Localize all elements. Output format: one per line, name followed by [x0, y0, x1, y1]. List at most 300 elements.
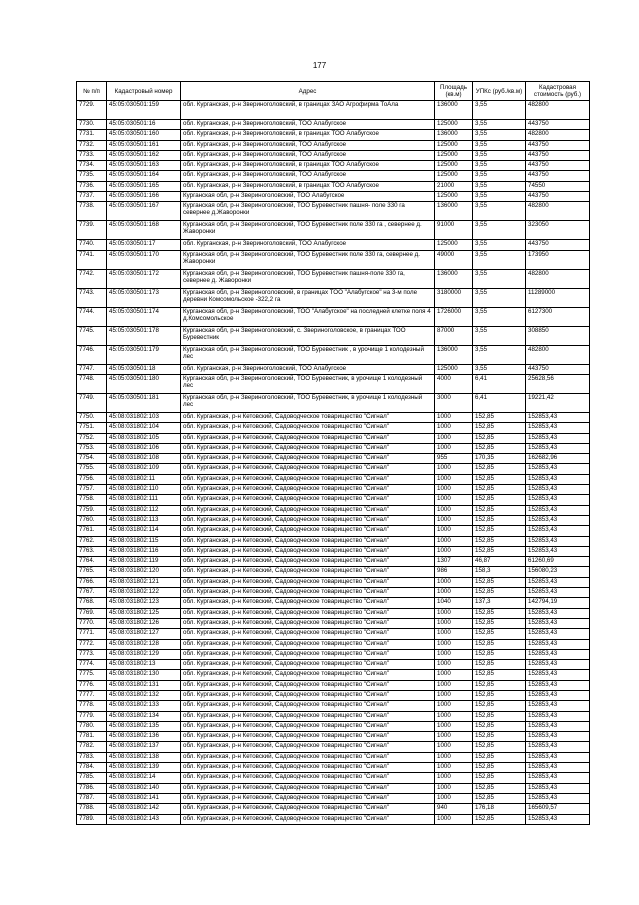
cell-address: обл. Курганская, р-н Звериноголовский, ТОО Алабугское [181, 140, 435, 150]
cell-upks: 152,85 [473, 443, 526, 453]
cell-cadastral-value: 152853,43 [526, 670, 590, 680]
cell-area: 136000 [435, 202, 473, 221]
cell-area: 1000 [435, 433, 473, 443]
cell-number: 7763. [77, 546, 107, 556]
cell-cadastral-value: 152853,43 [526, 618, 590, 628]
table-row [77, 629, 590, 639]
cell-upks: 152,85 [473, 608, 526, 618]
cell-address: обл. Курганская, р-н Звериноголовский, ТОО Алабугское [181, 364, 435, 374]
cell-upks: 152,85 [473, 495, 526, 505]
cell-area: 125000 [435, 364, 473, 374]
cell-address: обл. Курганская, р-н Кетовский, Садоводческое товарищество "Сигнал" [181, 515, 435, 525]
cell-address: обл. Курганская, р-н Звериноголовский, ТОО Алабугское [181, 240, 435, 250]
cell-number: 7770. [77, 618, 107, 628]
cell-cadastral-value: 152853,43 [526, 742, 590, 752]
cell-number: 7777. [77, 690, 107, 700]
table-row [77, 763, 590, 773]
cell-cadastral-value: 152853,43 [526, 588, 590, 598]
cell-address: обл. Курганская, р-н Кетовский, Садоводческое товарищество "Сигнал" [181, 454, 435, 464]
cell-upks: 3,55 [473, 250, 526, 269]
cell-area: 136000 [435, 101, 473, 120]
cell-address: Курганская обл, р-н Звериноголовский, с. Звериноголовское, в границах ТОО Буревестник [181, 326, 435, 345]
cell-cadastral-value: 443750 [526, 150, 590, 160]
cell-upks: 152,85 [473, 793, 526, 803]
cell-number: 7774. [77, 660, 107, 670]
table-row [77, 721, 590, 731]
cell-area: 955 [435, 454, 473, 464]
table-row [77, 690, 590, 700]
cell-cadastral-value: 152853,43 [526, 763, 590, 773]
cell-number: 7749. [77, 393, 107, 412]
cell-upks: 3,55 [473, 181, 526, 191]
cell-cadastral-value: 152853,43 [526, 526, 590, 536]
cell-address: обл. Курганская, р-н Кетовский, Садоводческое товарищество "Сигнал" [181, 412, 435, 422]
cell-number: 7739. [77, 221, 107, 240]
cell-number: 7752. [77, 433, 107, 443]
table-row [77, 269, 590, 288]
cell-cadastral-value: 152853,43 [526, 629, 590, 639]
cell-upks: 152,85 [473, 412, 526, 422]
table-row [77, 307, 590, 326]
cell-area: 87000 [435, 326, 473, 345]
cell-address: обл. Курганская, р-н Кетовский, Садоводческое товарищество "Сигнал" [181, 505, 435, 515]
table-row [77, 783, 590, 793]
cell-cadastral-value: 152853,43 [526, 732, 590, 742]
cell-cadastral-number: 45:08:031802:104 [107, 423, 181, 433]
table-row [77, 660, 590, 670]
cell-upks: 152,85 [473, 670, 526, 680]
cell-number: 7783. [77, 752, 107, 762]
cell-area: 1000 [435, 412, 473, 422]
cell-upks: 3,55 [473, 269, 526, 288]
cell-cadastral-number: 45:08:031802:108 [107, 454, 181, 464]
table-row [77, 374, 590, 393]
cell-cadastral-number: 45:08:031802:134 [107, 711, 181, 721]
cell-number: 7750. [77, 412, 107, 422]
cell-cadastral-number: 45:08:031802:128 [107, 639, 181, 649]
cell-cadastral-number: 45:08:031802:115 [107, 536, 181, 546]
cell-cadastral-number: 45:05:030501:16 [107, 120, 181, 130]
cell-address: Курганская обл, р-н Звериноголовский, в границах ТОО "Алабугское" на 3-м поле деревни Комсомольское -322,2 га [181, 288, 435, 307]
table-row [77, 742, 590, 752]
cell-upks: 152,85 [473, 474, 526, 484]
cell-upks: 152,85 [473, 763, 526, 773]
cell-cadastral-value: 152853,43 [526, 690, 590, 700]
cell-address: обл. Курганская, р-н Кетовский, Садоводческое товарищество "Сигнал" [181, 629, 435, 639]
cell-number: 7756. [77, 474, 107, 484]
cell-upks: 152,85 [473, 577, 526, 587]
cell-area: 21000 [435, 181, 473, 191]
cell-address: обл. Курганская, р-н Звериноголовский, в границах ТОО Алабугское [181, 130, 435, 140]
table-row [77, 474, 590, 484]
cell-upks: 6,41 [473, 393, 526, 412]
cell-area: 1000 [435, 423, 473, 433]
cell-number: 7768. [77, 598, 107, 608]
cell-cadastral-value: 61260,69 [526, 557, 590, 567]
cell-area: 1000 [435, 495, 473, 505]
header-area: Площадь (кв.м) [435, 82, 473, 101]
cell-upks: 152,85 [473, 536, 526, 546]
cell-area: 1000 [435, 680, 473, 690]
cell-address: обл. Курганская, р-н Звериноголовский, в границах ТОО Алабугское [181, 161, 435, 171]
cell-area: 1000 [435, 443, 473, 453]
cell-address: Курганская обл, р-н Звериноголовский, ТОО Буревестник поле 330 га , севернее д. Жаворонки [181, 221, 435, 240]
table-row [77, 804, 590, 814]
cell-cadastral-number: 45:08:031802:129 [107, 649, 181, 659]
cell-upks: 152,85 [473, 814, 526, 824]
cell-address: обл. Курганская, р-н Звериноголовский, в границах ТОО Алабугское [181, 181, 435, 191]
cell-upks: 152,85 [473, 588, 526, 598]
table-row [77, 464, 590, 474]
cell-upks: 137,3 [473, 598, 526, 608]
cell-area: 3180000 [435, 288, 473, 307]
cell-number: 7744. [77, 307, 107, 326]
table-row [77, 364, 590, 374]
cell-area: 125000 [435, 140, 473, 150]
cell-area: 1000 [435, 629, 473, 639]
cell-area: 1000 [435, 464, 473, 474]
cell-cadastral-value: 152853,43 [526, 474, 590, 484]
cell-address: обл. Курганская, р-н Кетовский, Садоводческое товарищество "Сигнал" [181, 783, 435, 793]
cadastral-value-table [76, 81, 590, 825]
cell-cadastral-number: 45:08:031802:136 [107, 732, 181, 742]
cell-upks: 152,85 [473, 701, 526, 711]
cell-upks: 152,85 [473, 423, 526, 433]
cell-area: 136000 [435, 269, 473, 288]
cell-upks: 152,85 [473, 721, 526, 731]
cell-address: обл. Курганская, р-н Кетовский, Садоводческое товарищество "Сигнал" [181, 804, 435, 814]
table-row [77, 250, 590, 269]
cell-upks: 152,85 [473, 773, 526, 783]
cell-cadastral-number: 45:05:030501:179 [107, 345, 181, 364]
table-row [77, 526, 590, 536]
cell-cadastral-number: 45:05:030501:172 [107, 269, 181, 288]
cell-area: 125000 [435, 192, 473, 202]
cell-upks: 152,85 [473, 618, 526, 628]
table-row [77, 505, 590, 515]
cell-cadastral-value: 152853,43 [526, 783, 590, 793]
cell-address: обл. Курганская, р-н Кетовский, Садоводческое товарищество "Сигнал" [181, 814, 435, 824]
cell-address: обл. Курганская, р-н Кетовский, Садоводческое товарищество "Сигнал" [181, 464, 435, 474]
cell-cadastral-number: 45:05:030501:162 [107, 150, 181, 160]
table-row [77, 423, 590, 433]
cell-cadastral-value: 152853,43 [526, 680, 590, 690]
cell-area: 1000 [435, 639, 473, 649]
page-number: 177 [312, 61, 327, 70]
cell-cadastral-value: 19221,42 [526, 393, 590, 412]
cell-cadastral-value: 152853,43 [526, 701, 590, 711]
cell-cadastral-number: 45:08:031802:106 [107, 443, 181, 453]
cell-cadastral-number: 45:05:030501:174 [107, 307, 181, 326]
cell-area: 1000 [435, 608, 473, 618]
cell-address: обл. Курганская, р-н Кетовский, Садоводческое товарищество "Сигнал" [181, 660, 435, 670]
cell-cadastral-number: 45:08:031802:143 [107, 814, 181, 824]
cell-area: 91000 [435, 221, 473, 240]
cell-upks: 152,85 [473, 639, 526, 649]
cell-address: обл. Курганская, р-н Звериноголовский, ТОО Алабугское [181, 150, 435, 160]
cell-cadastral-number: 45:08:031802:114 [107, 526, 181, 536]
cell-area: 125000 [435, 240, 473, 250]
cell-address: обл. Курганская, р-н Кетовский, Садоводческое товарищество "Сигнал" [181, 423, 435, 433]
cell-cadastral-value: 482800 [526, 345, 590, 364]
cell-number: 7767. [77, 588, 107, 598]
table-row [77, 288, 590, 307]
cell-cadastral-value: 25628,56 [526, 374, 590, 393]
cell-address: обл. Курганская, р-н Кетовский, Садоводческое товарищество "Сигнал" [181, 701, 435, 711]
cell-cadastral-number: 45:05:030501:173 [107, 288, 181, 307]
cell-cadastral-number: 45:08:031802:119 [107, 557, 181, 567]
cell-number: 7732. [77, 140, 107, 150]
cell-cadastral-number: 45:05:030501:165 [107, 181, 181, 191]
cell-area: 1000 [435, 721, 473, 731]
cell-cadastral-value: 443750 [526, 192, 590, 202]
cell-area: 3000 [435, 393, 473, 412]
cell-area: 1000 [435, 505, 473, 515]
cell-cadastral-number: 45:08:031802:109 [107, 464, 181, 474]
cell-cadastral-value: 443750 [526, 240, 590, 250]
cell-cadastral-value: 156080,23 [526, 567, 590, 577]
cell-cadastral-value: 152853,43 [526, 485, 590, 495]
header-number: № п/п [77, 82, 107, 101]
cell-number: 7781. [77, 732, 107, 742]
cell-cadastral-value: 482800 [526, 130, 590, 140]
cell-upks: 3,55 [473, 150, 526, 160]
cell-address: обл. Курганская, р-н Кетовский, Садоводческое товарищество "Сигнал" [181, 742, 435, 752]
table-row [77, 546, 590, 556]
cell-cadastral-number: 45:05:030501:160 [107, 130, 181, 140]
table-row [77, 326, 590, 345]
cell-cadastral-number: 45:08:031802:14 [107, 773, 181, 783]
header-cadastral-number: Кадастровый номер [107, 82, 181, 101]
cell-cadastral-number: 45:05:030501:159 [107, 101, 181, 120]
table-row [77, 588, 590, 598]
table-row [77, 161, 590, 171]
cell-upks: 152,85 [473, 464, 526, 474]
cell-address: обл. Курганская, р-н Кетовский, Садоводческое товарищество "Сигнал" [181, 567, 435, 577]
table-header-row [77, 82, 590, 101]
table-row [77, 412, 590, 422]
cell-cadastral-value: 152853,43 [526, 577, 590, 587]
cell-upks: 152,85 [473, 680, 526, 690]
cell-cadastral-number: 45:08:031802:121 [107, 577, 181, 587]
cell-address: Курганская обл, р-н Звериноголовский, ТОО Буревестник, в урочище 1 колодезный лес [181, 393, 435, 412]
cell-number: 7740. [77, 240, 107, 250]
cell-address: обл. Курганская, р-н Кетовский, Садоводческое товарищество "Сигнал" [181, 752, 435, 762]
cell-cadastral-value: 11289000 [526, 288, 590, 307]
cell-number: 7778. [77, 701, 107, 711]
table-row [77, 345, 590, 364]
cell-cadastral-value: 443750 [526, 161, 590, 171]
cell-address: обл. Курганская, р-н Кетовский, Садоводческое товарищество "Сигнал" [181, 526, 435, 536]
table-row [77, 608, 590, 618]
cell-area: 136000 [435, 345, 473, 364]
cell-number: 7780. [77, 721, 107, 731]
cell-upks: 46,87 [473, 557, 526, 567]
cell-cadastral-number: 45:08:031802:130 [107, 670, 181, 680]
header-address: Адрес [181, 82, 435, 101]
table-row [77, 536, 590, 546]
cell-number: 7734. [77, 161, 107, 171]
cell-upks: 152,85 [473, 711, 526, 721]
cell-address: обл. Курганская, р-н Кетовский, Садоводческое товарищество "Сигнал" [181, 763, 435, 773]
cell-cadastral-number: 45:08:031802:137 [107, 742, 181, 752]
cell-upks: 3,55 [473, 345, 526, 364]
cell-upks: 152,85 [473, 629, 526, 639]
cell-cadastral-value: 152853,43 [526, 793, 590, 803]
cell-area: 1000 [435, 742, 473, 752]
table-row [77, 495, 590, 505]
cell-address: обл. Курганская, р-н Кетовский, Садоводческое товарищество "Сигнал" [181, 546, 435, 556]
cell-address: обл. Курганская, р-н Кетовский, Садоводческое товарищество "Сигнал" [181, 474, 435, 484]
cell-number: 7747. [77, 364, 107, 374]
cell-number: 7779. [77, 711, 107, 721]
table-row [77, 773, 590, 783]
cell-number: 7755. [77, 464, 107, 474]
cell-address: Курганская обл, р-н Звериноголовский, ТОО "Алабугское" на последней клетке поля 4 д.Комсомольское [181, 307, 435, 326]
cell-number: 7741. [77, 250, 107, 269]
cell-upks: 152,85 [473, 485, 526, 495]
table-row [77, 140, 590, 150]
cell-area: 1000 [435, 763, 473, 773]
cell-address: обл. Курганская, р-н Кетовский, Садоводческое товарищество "Сигнал" [181, 639, 435, 649]
cell-cadastral-number: 45:08:031802:112 [107, 505, 181, 515]
cell-cadastral-number: 45:05:030501:170 [107, 250, 181, 269]
cell-cadastral-value: 152853,43 [526, 546, 590, 556]
cell-upks: 3,55 [473, 288, 526, 307]
cell-area: 1000 [435, 814, 473, 824]
table-row [77, 515, 590, 525]
cell-area: 1000 [435, 474, 473, 484]
cell-area: 1000 [435, 701, 473, 711]
cell-cadastral-number: 45:08:031802:122 [107, 588, 181, 598]
cell-cadastral-number: 45:05:030501:168 [107, 221, 181, 240]
cell-number: 7762. [77, 536, 107, 546]
cell-number: 7765. [77, 567, 107, 577]
cell-cadastral-value: 152853,43 [526, 443, 590, 453]
cell-address: обл. Курганская, р-н Кетовский, Садоводческое товарищество "Сигнал" [181, 608, 435, 618]
cell-cadastral-value: 152853,43 [526, 536, 590, 546]
cell-cadastral-value: 443750 [526, 140, 590, 150]
cell-upks: 3,55 [473, 240, 526, 250]
cell-number: 7733. [77, 150, 107, 160]
cell-address: обл. Курганская, р-н Кетовский, Садоводческое товарищество "Сигнал" [181, 711, 435, 721]
header-upks: УПКс (руб./кв.м) [473, 82, 526, 101]
cell-area: 1000 [435, 515, 473, 525]
cell-cadastral-value: 152853,43 [526, 814, 590, 824]
cell-cadastral-value: 152853,43 [526, 711, 590, 721]
cell-number: 7782. [77, 742, 107, 752]
cell-cadastral-number: 45:08:031802:132 [107, 690, 181, 700]
cell-cadastral-value: 6127300 [526, 307, 590, 326]
cell-upks: 152,85 [473, 526, 526, 536]
cell-cadastral-number: 45:05:030501:178 [107, 326, 181, 345]
cell-address: обл. Курганская, р-н Кетовский, Садоводческое товарищество "Сигнал" [181, 793, 435, 803]
cell-cadastral-value: 152853,43 [526, 649, 590, 659]
cell-cadastral-number: 45:05:030501:181 [107, 393, 181, 412]
cell-cadastral-value: 482800 [526, 202, 590, 221]
cell-cadastral-number: 45:08:031802:133 [107, 701, 181, 711]
cell-upks: 152,85 [473, 660, 526, 670]
table-row [77, 221, 590, 240]
cell-number: 7760. [77, 515, 107, 525]
table-row [77, 130, 590, 140]
cell-number: 7784. [77, 763, 107, 773]
cell-cadastral-value: 443750 [526, 364, 590, 374]
cell-upks: 152,85 [473, 546, 526, 556]
table-row [77, 192, 590, 202]
cell-address: обл. Курганская, р-н Звериноголовский, ТОО Алабугское [181, 120, 435, 130]
table-row [77, 181, 590, 191]
cell-cadastral-number: 45:05:030501:161 [107, 140, 181, 150]
cell-number: 7769. [77, 608, 107, 618]
cell-number: 7773. [77, 649, 107, 659]
table-row [77, 649, 590, 659]
cell-number: 7738. [77, 202, 107, 221]
cell-number: 7736. [77, 181, 107, 191]
cell-cadastral-number: 45:05:030501:17 [107, 240, 181, 250]
cell-address: обл. Курганская, р-н Кетовский, Садоводческое товарищество "Сигнал" [181, 536, 435, 546]
cell-area: 1040 [435, 598, 473, 608]
table-row [77, 202, 590, 221]
table-row [77, 701, 590, 711]
cell-cadastral-number: 45:08:031802:111 [107, 495, 181, 505]
cell-address: Курганская обл, р-н Звериноголовский, ТОО Буревестник пашня- поле 330 га севернее д.Жаворонки [181, 202, 435, 221]
cell-address: обл. Курганская, р-н Кетовский, Садоводческое товарищество "Сигнал" [181, 618, 435, 628]
cell-upks: 3,55 [473, 202, 526, 221]
cell-cadastral-number: 45:08:031802:139 [107, 763, 181, 773]
cell-number: 7730. [77, 120, 107, 130]
cell-cadastral-value: 142794,19 [526, 598, 590, 608]
table-row [77, 101, 590, 120]
cell-cadastral-value: 173950 [526, 250, 590, 269]
cell-number: 7787. [77, 793, 107, 803]
table-row [77, 433, 590, 443]
cell-cadastral-number: 45:08:031802:11 [107, 474, 181, 484]
table-row [77, 171, 590, 181]
cell-number: 7775. [77, 670, 107, 680]
cell-address: обл. Курганская, р-н Кетовский, Садоводческое товарищество "Сигнал" [181, 433, 435, 443]
cell-area: 1307 [435, 557, 473, 567]
cell-upks: 3,55 [473, 326, 526, 345]
cell-cadastral-value: 443750 [526, 120, 590, 130]
cell-address: обл. Курганская, р-н Кетовский, Садоводческое товарищество "Сигнал" [181, 495, 435, 505]
cell-cadastral-value: 152853,43 [526, 608, 590, 618]
cell-area: 1000 [435, 670, 473, 680]
cell-number: 7761. [77, 526, 107, 536]
cell-address: обл. Курганская, р-н Кетовский, Садоводческое товарищество "Сигнал" [181, 670, 435, 680]
cell-upks: 152,85 [473, 690, 526, 700]
cell-area: 1726000 [435, 307, 473, 326]
cell-upks: 3,55 [473, 161, 526, 171]
cell-address: обл. Курганская, р-н Кетовский, Садоводческое товарищество "Сигнал" [181, 588, 435, 598]
cell-area: 125000 [435, 120, 473, 130]
cell-number: 7735. [77, 171, 107, 181]
cell-cadastral-value: 152853,43 [526, 721, 590, 731]
cell-area: 1000 [435, 773, 473, 783]
cell-upks: 6,41 [473, 374, 526, 393]
table-row [77, 120, 590, 130]
cell-number: 7776. [77, 680, 107, 690]
cell-cadastral-number: 45:05:030501:167 [107, 202, 181, 221]
cell-area: 1000 [435, 711, 473, 721]
cell-upks: 3,55 [473, 130, 526, 140]
cell-upks: 152,85 [473, 752, 526, 762]
cell-cadastral-value: 152853,43 [526, 505, 590, 515]
cell-area: 125000 [435, 161, 473, 171]
cell-cadastral-number: 45:08:031802:116 [107, 546, 181, 556]
cell-upks: 3,55 [473, 364, 526, 374]
table-body [77, 101, 590, 825]
